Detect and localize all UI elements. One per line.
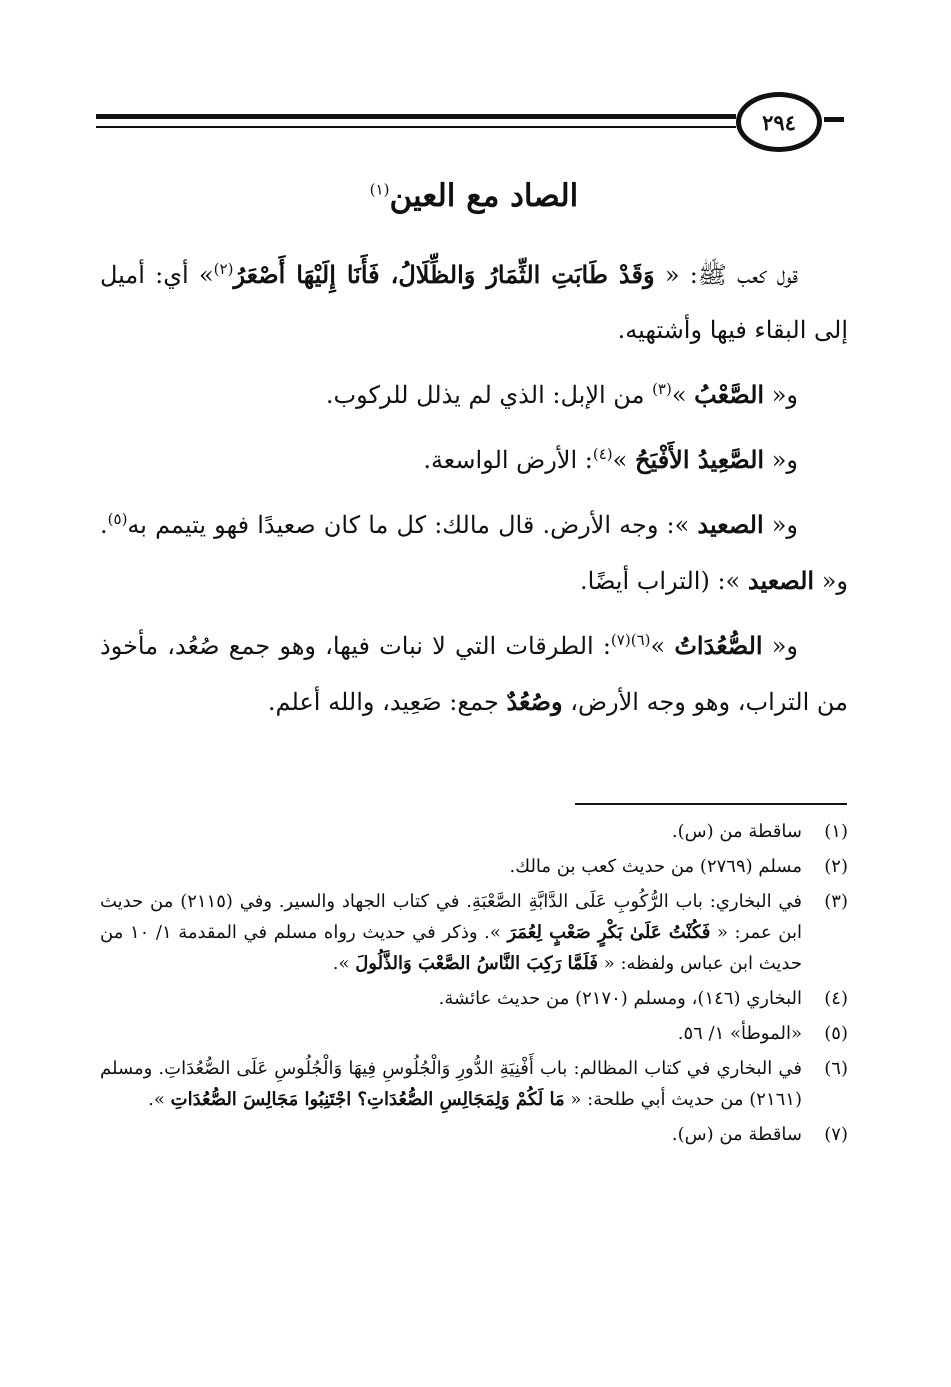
quoted-term: الصعيد bbox=[697, 510, 764, 539]
text-run: » bbox=[671, 381, 695, 409]
quoted-term: وَقَدْ طَابَتِ الثِّمَارُ وَالظِّلَالُ، فَأَنَا إِلَيْهَا أَصْعَرُ bbox=[233, 260, 655, 289]
text-run: ». وذكر في حديث رواه مسلم في المقدمة ١/ ١٠ من حديث ابن عباس ولفظه: « bbox=[100, 922, 802, 974]
quoted-term: الصعيد bbox=[747, 566, 815, 595]
quoted-term: الصَّعْبُ bbox=[694, 380, 765, 409]
section-title bbox=[100, 178, 848, 214]
footnote-ref: (١) bbox=[369, 180, 390, 199]
footnote-ref: (٧) bbox=[610, 631, 631, 649]
text-run: و« bbox=[764, 446, 798, 474]
header-rule-thin bbox=[96, 126, 736, 128]
footnote-2 bbox=[100, 851, 848, 882]
hadith-quote: فَكُنْتُ عَلَىٰ بَكْرٍ صَعْبٍ لِعُمَرَ bbox=[507, 922, 711, 943]
text-run: في البخاري في كتاب المظالم: باب أَفْنِيَةِ الدُّورِ وَالْجُلُوسِ فِيهَا وَالْجُلُوسِ عَلَى الصُّعُدَاتِ. ومسلم (٢١٦١) من حديث أبي طلحة: « bbox=[100, 1058, 802, 1110]
footnote-1 bbox=[100, 816, 848, 847]
text-run: ». bbox=[148, 1089, 171, 1110]
text-run: »: وجه الأرض. قال مالك: كل ما كان صعيدًا فهو يتيمم به bbox=[127, 511, 698, 539]
footnote-5 bbox=[100, 1018, 848, 1049]
quoted-term: وصُعُدٌ bbox=[506, 687, 563, 716]
page-number: ٢٩٤ bbox=[736, 92, 822, 152]
paragraph-2 bbox=[100, 362, 848, 423]
footnote-number: (٥) bbox=[824, 1023, 848, 1044]
text-run: : الطرقات التي لا نبات فيها، وهو جمع صُعُد، مأخوذ من التراب، وهو وجه الأرض، bbox=[100, 632, 848, 716]
paragraph-4 bbox=[100, 492, 848, 609]
text-run: و« bbox=[764, 381, 798, 409]
text-run: و« bbox=[763, 511, 798, 539]
text-run: ». bbox=[332, 953, 356, 974]
text-run: » bbox=[612, 446, 635, 474]
footnote-number: (١) bbox=[824, 821, 848, 842]
paragraph-1 bbox=[100, 242, 848, 358]
text-run: و« bbox=[762, 632, 798, 660]
footnote-separator bbox=[575, 803, 847, 805]
footnote-text bbox=[100, 1053, 802, 1115]
text-run: » bbox=[650, 632, 675, 660]
footnote-text: ساقطة من (س). bbox=[671, 1124, 802, 1145]
footnote-text bbox=[100, 886, 802, 979]
text-run: جمع: صَعِيد، والله أعلم. bbox=[267, 688, 507, 716]
text-run: في البخاري: باب الرُّكُوبِ عَلَى الدَّابَّةِ الصَّعْبَةِ. في كتاب الجهاد والسير. وفي (٢١١٥) من حديث ابن عمر: « bbox=[100, 891, 802, 943]
footnote-text: ساقطة من (س). bbox=[671, 821, 802, 842]
footnote-4 bbox=[100, 983, 848, 1014]
footnote-6 bbox=[100, 1053, 848, 1115]
footnote-number: (٢) bbox=[824, 856, 848, 877]
text-run: . و« bbox=[100, 511, 848, 595]
footnote-ref: (٦) bbox=[630, 631, 651, 649]
text-run: من الإبل: الذي لم يذلل للركوب. bbox=[325, 381, 653, 409]
section-title-text: الصاد مع العين bbox=[389, 178, 579, 214]
footnote-text: مسلم (٢٧٦٩) من حديث كعب بن مالك. bbox=[509, 856, 802, 877]
footnote-ref: (٥) bbox=[107, 510, 128, 528]
hadith-quote: فَلَمَّا رَكِبَ النَّاسُ الصَّعْبَ وَالذَّلُولَ bbox=[355, 953, 598, 974]
header-rule-thick bbox=[96, 114, 736, 119]
page-header bbox=[96, 92, 844, 158]
footnotes bbox=[100, 816, 848, 1154]
footnote-number: (٧) bbox=[824, 1124, 848, 1145]
text-run: : الأرض الواسعة. bbox=[423, 446, 593, 474]
text-run: قول كعب ﷺ: « bbox=[654, 261, 798, 289]
header-rule-right bbox=[824, 117, 844, 122]
footnote-text: البخاري (١٤٦)، ومسلم (٢١٧٠) من حديث عائشة. bbox=[438, 988, 802, 1009]
footnote-number: (٤) bbox=[824, 988, 848, 1009]
paragraph-3 bbox=[100, 427, 848, 488]
footnote-ref: (٢) bbox=[213, 260, 234, 278]
paragraph-5 bbox=[100, 613, 848, 730]
footnote-ref: (٤) bbox=[592, 445, 613, 463]
footnote-ref: (٣) bbox=[652, 380, 672, 398]
main-text bbox=[100, 178, 848, 734]
footnote-7 bbox=[100, 1119, 848, 1150]
footnote-text: «الموطأ» ١/ ٥٦. bbox=[677, 1023, 802, 1044]
quoted-term: الصَّعِيدُ الأَفْيَحُ bbox=[634, 445, 765, 474]
text-run: » أي: أميل إلى البقاء فيها وأشتهيه. bbox=[100, 261, 848, 344]
footnote-number: (٣) bbox=[824, 891, 848, 912]
footnote-number: (٦) bbox=[824, 1058, 848, 1079]
text-run: »: (التراب أيضًا. bbox=[580, 567, 748, 595]
hadith-quote: مَا لَكُمْ وَلِمَجَالِسِ الصُّعُدَاتِ؟ اجْتَنِبُوا مَجَالِسَ الصُّعُدَاتِ bbox=[170, 1089, 565, 1110]
quoted-term: الصُّعُدَاتُ bbox=[674, 631, 763, 660]
footnote-3 bbox=[100, 886, 848, 979]
